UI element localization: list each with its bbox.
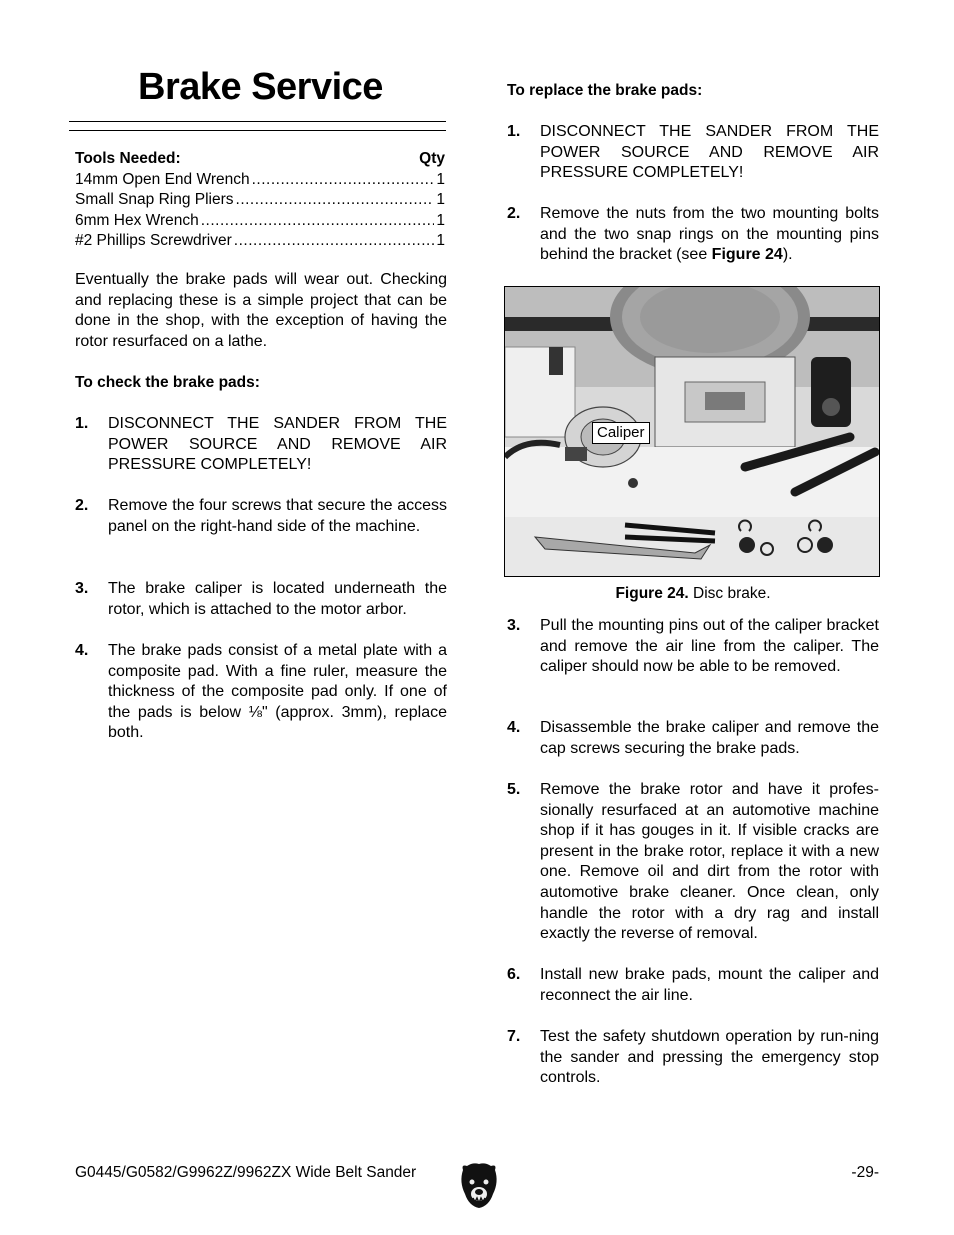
tools-header	[75, 149, 445, 170]
figure-label: Figure 24.	[615, 585, 689, 602]
disc-brake-illustration	[505, 287, 880, 577]
caliper-callout: Caliper	[592, 422, 650, 444]
tool-row	[75, 190, 445, 211]
footer-model: G0445/G0582/G9962Z/9962ZX Wide Belt Sander	[75, 1164, 417, 1181]
qty-heading: Qty	[419, 150, 445, 167]
replace-step-1: 1. DISCONNECT THE SANDER FROM THE POWER SOURCE AND REMOVE AIR PRESSURE COMPLETELY!	[507, 123, 879, 182]
tools-heading: Tools Needed:	[75, 150, 181, 167]
tool-qty: 1	[436, 232, 445, 249]
figure-caption-text: Disc brake.	[693, 585, 771, 602]
check-step-3: 3. The brake caliper is located underneath the rotor, which is attached to the motor arbor.	[75, 580, 447, 618]
tool-row	[75, 170, 445, 191]
tool-name: 6mm Hex Wrench	[75, 211, 199, 229]
check-step-1: 1. DISCONNECT THE SANDER FROM THE POWER SOURCE AND REMOVE AIR PRESSURE COMPLETELY!	[75, 415, 447, 474]
replace-step-4: 4. Disassemble the brake caliper and remove the cap screws securing the brake pads.	[507, 719, 879, 757]
check-step-4: 4. The brake pads consist of a metal plate with a composite pad. With a fine ruler, measure the thickness of the composite pad only. If one of the pads is below ⅛" (approx. 3mm), replace both.	[75, 642, 447, 742]
page-number: -29-	[851, 1164, 879, 1181]
tool-name: 14mm Open End Wrench	[75, 170, 250, 188]
title-rule-bottom	[69, 130, 446, 131]
tool-row	[75, 211, 445, 232]
check-step-2: 2. Remove the four screws that secure the access panel on the right-hand side of the machine.	[75, 497, 447, 535]
replace-step-2: 2. Remove the nuts from the two mounting bolts and the two snap rings on the mounting pins behind the bracket (see Figure 24).	[507, 205, 879, 264]
page-title: Brake Service	[138, 66, 383, 108]
disc-brake-photo	[504, 286, 880, 577]
tool-name: #2 Phillips Screwdriver	[75, 232, 232, 249]
title-rule-top	[69, 121, 446, 122]
check-heading: To check the brake pads:	[75, 374, 260, 391]
tool-name: Small Snap Ring Pliers	[75, 191, 234, 208]
tool-qty: 1	[436, 170, 445, 188]
tool-qty: 1	[436, 191, 445, 208]
figure-reference: Figure 24	[711, 246, 783, 264]
tool-row	[75, 231, 445, 252]
replace-step-6: 6. Install new brake pads, mount the caliper and reconnect the air line.	[507, 966, 879, 1004]
figure-caption	[507, 585, 879, 603]
intro-paragraph: Eventually the brake pads will wear out. Checking and replacing these is a simple project that can be done in the shop, with the exception of having the rotor resurfaced on a lathe.	[75, 271, 447, 350]
tools-needed-table	[75, 149, 445, 252]
tool-qty: 1	[436, 211, 445, 229]
replace-heading: To replace the brake pads:	[507, 82, 703, 99]
replace-step-5: 5. Remove the brake rotor and have it profes-sionally resurfaced at an automotive machine shop if it has gouges in it. If visible cracks are present in the brake rotor, replace it with a new one. Remove oil and dirt from the rotor with automotive brake cleaner. Once clean, only handle the rotor with a dry rag and install exactly the reverse of removal.	[507, 781, 879, 943]
bear-logo-icon	[459, 1162, 499, 1210]
replace-step-7: 7. Test the safety shutdown operation by run-ning the sander and pressing the emergency stop controls.	[507, 1028, 879, 1087]
replace-step-3: 3. Pull the mounting pins out of the caliper bracket and remove the air line from the caliper. The caliper should now be able to be removed.	[507, 617, 879, 676]
